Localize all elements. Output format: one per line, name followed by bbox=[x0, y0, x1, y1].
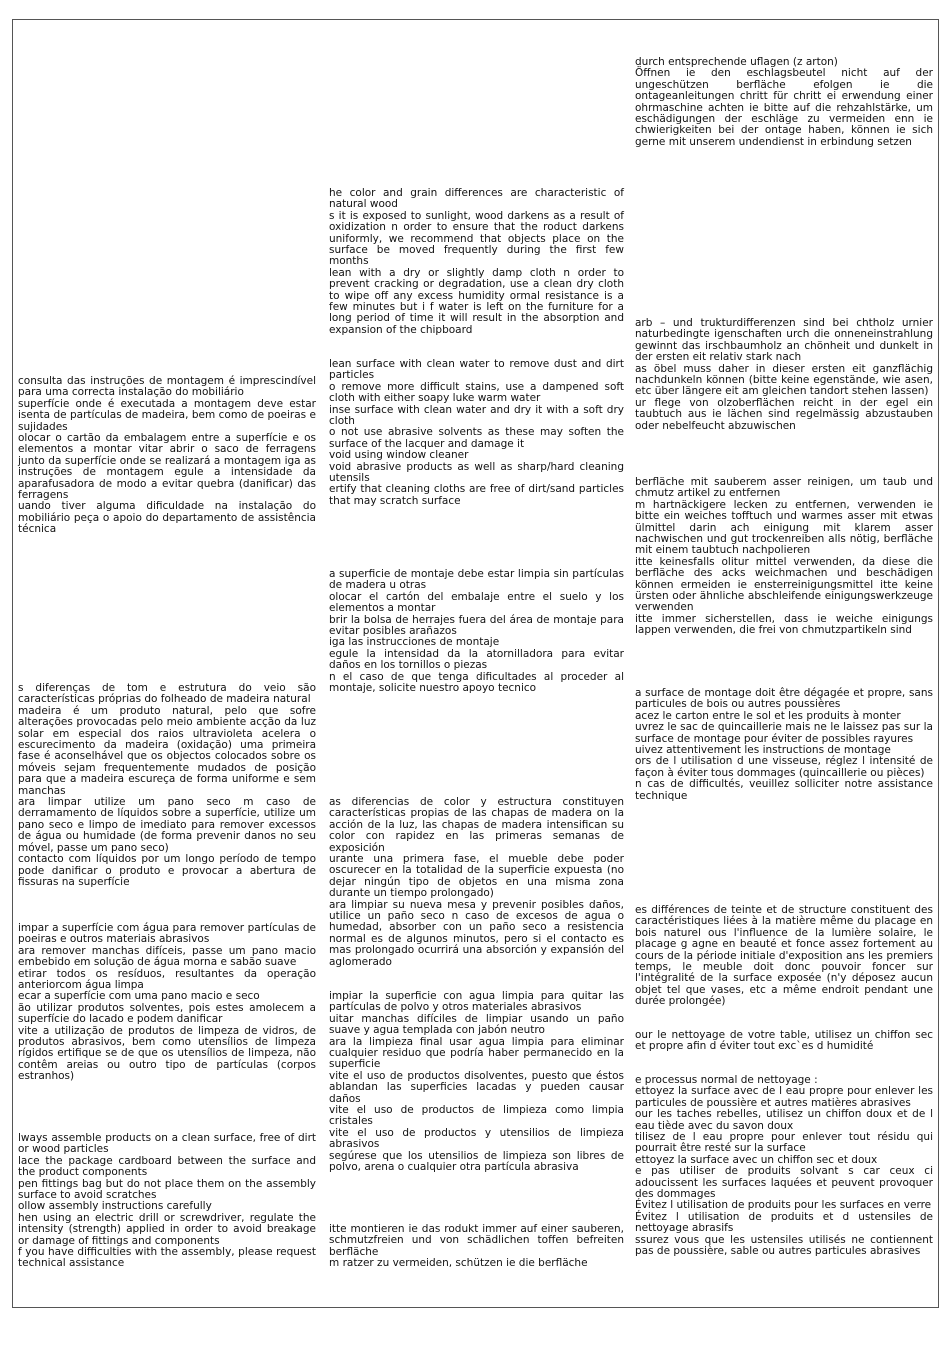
paragraph: uivez attentivement les instructions de montage bbox=[635, 744, 891, 757]
paragraph: impar a superfície com água para remover partículas de poeiras e outros materiais abrasivos bbox=[18, 922, 316, 946]
paragraph: contacto com líquidos por um longo período de tempo pode danificar o produto e provocar a abertura de fissuras na superfície bbox=[18, 853, 316, 888]
paragraph: ettoyez la surface avec de l eau propre pour enlever les particules de poussière et autres matières abrasives bbox=[635, 1085, 933, 1109]
paragraph: itte immer sicherstellen, dass ie weiche einigungs lappen verwenden, die frei von chmutzpartikeln sind bbox=[635, 612, 933, 637]
pt-assembly-section bbox=[18, 376, 316, 536]
paragraph: lace the package cardboard between the surface and the product components bbox=[18, 1154, 316, 1179]
fr-assembly-section bbox=[635, 688, 933, 802]
fr-wood-section bbox=[635, 905, 933, 1008]
paragraph: egule la intensidad da la atornilladora para evitar daños en los tornillos o piezas bbox=[329, 647, 624, 672]
paragraph: tilisez de l eau propre pour enlever tout résidu qui pourrait être resté sur la surface bbox=[635, 1131, 933, 1155]
paragraph: uvrez le sac de quincaillerie mais ne le laissez pas sur la surface de montage pour éviter de possibles rayures bbox=[635, 721, 933, 745]
paragraph: brir la bolsa de herrajes fuera del área de montaje para evitar posibles arañazos bbox=[329, 613, 624, 638]
paragraph: n cas de difficultés, veuillez solliciter notre assistance technique bbox=[635, 778, 933, 802]
de-cleaning-section bbox=[635, 477, 933, 637]
paragraph: o not use abrasive solvents as these may soften the surface of the lacquer and damage it bbox=[329, 426, 624, 450]
paragraph: berfläche mit sauberem asser reinigen, um taub und chmutz artikel zu entfernen bbox=[635, 476, 933, 500]
paragraph: Évitez l utilisation de produits pour les surfaces en verre bbox=[635, 1199, 932, 1212]
paragraph: s diferenças de tom e estrutura do veio são características próprias do folheado de madeira natural bbox=[18, 682, 316, 706]
fr-cleaning-section bbox=[635, 1075, 933, 1258]
paragraph: Öffnen ie den eschlagsbeutel nicht auf der ungeschützen berfläche efolgen ie die ontageanleitungen chritt für chritt ei erwendung einer ohrmaschine achten ie bitte auf die rehzahlstärke, um eschädigungen der eschläge zu vermeiden enn ie chwierigkeiten bei der ontage haben, können ie sich gerne mit unserem undendienst in erbindung setzen bbox=[635, 67, 933, 148]
paragraph: ettoyez la surface avec un chiffon sec et doux bbox=[635, 1153, 878, 1166]
paragraph: es différences de teinte et de structure constituent des caractéristiques liées à la matière même du placage en bois naturel ous l'influence de la lumière solaire, le placage g agne en beauté et fonce assez fortement au cours de la période initiale d'exposition ans les premiers temps, le meuble doit donc pouvoir foncer sur l'intégralité de la surface exposée (n'y déposez aucun objet tel que vases, etc a même endroit pendant une durée prolongée) bbox=[635, 904, 933, 1008]
paragraph: ur flege von olzoberflächen reicht in der egel ein taubtuch aus ie lächen sind regelmässig abzustauben oder nebelfeucht abzuwischen bbox=[635, 396, 933, 432]
paragraph: arb – und trukturdifferenzen sind bei chtholz urnier naturbedingte igenschaften urch die onneneinstrahlung gewinnt das irschbaumholz an chönheit und dunkelt in der ersten eit relativ stark nach bbox=[635, 317, 933, 364]
es-cleaning-section bbox=[329, 991, 624, 1174]
paragraph: as diferencias de color y estructura constituyen características propias de las chapas de madera on la acción de la luz, las chapas de madera intensifican su color con rapidez en las primeras semanas de exposición bbox=[329, 796, 624, 854]
paragraph: m ratzer zu vermeiden, schützen ie die berfläche bbox=[329, 1257, 588, 1270]
paragraph: etirar todos os resíduos, resultantes da operação anteriorcom água limpa bbox=[18, 967, 316, 992]
paragraph: ertify that cleaning cloths are free of dirt/sand particles that may scratch surface bbox=[329, 483, 624, 507]
paragraph: madeira é um produto natural, pelo que sofre alterações provocadas pelo meio ambiente acção da luz solar em especial dos raios ultravioleta acelera o escurecimento da madeira (oxidação) uma primeira fase é aconselhável que os objectos colocados sobre os móveis sejam frequentemente mudados de posição para que a madeira escureça de forma uniforme e sem manchas bbox=[18, 704, 316, 797]
paragraph: e pas utiliser de produits solvant s car ceux ci adoucissent les surfaces laquées et peuvent provoquer des dommages bbox=[635, 1165, 933, 1201]
de-wood-section bbox=[635, 318, 933, 432]
paragraph: a surface de montage doit être dégagée et propre, sans particules de bois ou autres poussières bbox=[635, 687, 933, 711]
paragraph: itte montieren ie das rodukt immer auf einer sauberen, schmutzfreien und von schädlichen toffen befreiten berfläche bbox=[329, 1223, 624, 1258]
paragraph: impiar la superficie con agua limpia para quitar las partículas de polvo y otros materiales abrasivos bbox=[329, 990, 624, 1014]
paragraph: itte keinesfalls olitur mittel verwenden, da diese die berfläche des acks weichmachen und beschädigen können ermeiden ie ensterreinigungsmittel itte keine ürsten oder ähnliche abschleifende einigungswerkzeuge verwenden bbox=[635, 555, 933, 614]
paragraph: s it is exposed to sunlight, wood darkens as a result of oxidization n order to ensure that the roduct darkens uniformly, we recommend that objects place on the surface be moved frequently during the first few months bbox=[329, 209, 624, 268]
paragraph: our les taches rebelles, utilisez un chiffon doux et de l eau tiède avec du savon doux bbox=[635, 1108, 933, 1132]
paragraph: uitar manchas difíciles de limpiar usando un paño suave y agua templada con jabón neutro bbox=[329, 1012, 624, 1037]
paragraph: ssurez vous que les ustensiles utilisés ne contiennent pas de poussière, sable ou autres particules abrasives bbox=[635, 1233, 933, 1258]
paragraph: ara limpar utilize um pano seco m caso de derramamento de líquidos sobre a superfície, utilize um pano seco e limpo de imediato para remover excessos de água ou humidade (de forma prevenir danos no seu móvel, passe um pano seco) bbox=[18, 796, 316, 854]
fr-dry-cloth-section bbox=[635, 1030, 933, 1053]
paragraph: urante una primera fase, el mueble debe poder oscurecer en la totalidad de la superficie expuesta (no dejar ningún tipo de objetos en una misma zona durante un tiempo prolongado) bbox=[329, 853, 624, 900]
paragraph: iga las instrucciones de montaje bbox=[329, 636, 500, 649]
paragraph: olocar o cartão da embalagem entre a superfície e os elementos a montar vitar abrir o saco de ferragens junto da superfície onde se realizará a montagem iga as instruções de montagem egule a intensidade da aparafusadora de modo a evitar quebra (danificar) das ferragens bbox=[18, 432, 316, 502]
paragraph: consulta das instruções de montagem é imprescindível para uma correcta instalação do mobiliário bbox=[18, 375, 316, 399]
paragraph: ors de l utilisation d une visseuse, réglez l intensité de façon à éviter tous dommages (quincaillerie ou pièces) bbox=[635, 755, 933, 779]
paragraph: n el caso de que tenga dificultades al proceder al montaje, solicite nuestro apoyo tecnico bbox=[329, 670, 624, 695]
paragraph: ão utilizar produtos solventes, pois estes amolecem a superfície do lacado e podem danificar bbox=[18, 1001, 316, 1026]
es-wood-section bbox=[329, 797, 624, 968]
de-assembly-continued-section bbox=[635, 57, 933, 148]
paragraph: vite a utilização de produtos de limpeza de vidros, de produtos abrasivos, bem como utensílios de limpeza rígidos ertifique se de que os utensílios de limpeza, não contêm areias ou outro tipo de partículas (corpos estranhos) bbox=[18, 1024, 316, 1083]
paragraph: vite el uso de productos disolventes, puesto que éstos ablandan las superficies lacadas y pueden causar daños bbox=[329, 1069, 624, 1105]
paragraph: our le nettoyage de votre table, utilisez un chiffon sec et propre afin d éviter tout exc`es d humidité bbox=[635, 1029, 933, 1053]
paragraph: void abrasive products as well as sharp/hard cleaning utensils bbox=[329, 460, 624, 485]
de-assembly-section bbox=[329, 1224, 624, 1270]
paragraph: ecar a superfície com uma pano macio e seco bbox=[18, 990, 260, 1003]
paragraph: a superficie de montaje debe estar limpia sin partículas de madera u otras bbox=[329, 568, 624, 592]
paragraph: o remove more difficult stains, use a dampened soft cloth with either soapy luke warm water bbox=[329, 380, 624, 405]
paragraph: olocar el cartón del embalaje entre el suelo y los elementos a montar bbox=[329, 590, 624, 615]
paragraph: lean surface with clean water to remove dust and dirt particles bbox=[329, 358, 624, 382]
en-assembly-section bbox=[18, 1133, 316, 1270]
paragraph: lways assemble products on a clean surface, free of dirt or wood particles bbox=[18, 1132, 316, 1156]
paragraph: he color and grain differences are characteristic of natural wood bbox=[329, 187, 624, 211]
paragraph: vite el uso de productos y utensilios de limpieza abrasivos bbox=[329, 1126, 624, 1151]
en-wood-section bbox=[329, 188, 624, 336]
es-assembly-section bbox=[329, 569, 624, 694]
pt-cleaning-section bbox=[18, 923, 316, 1083]
paragraph: as öbel muss daher in dieser ersten eit ganzflächig nachdunkeln können (bitte keine egenstände, wie asen, etc über längere eit am gleichen tandort stehen lassen) bbox=[635, 362, 933, 398]
paragraph: lean with a dry or slightly damp cloth n order to prevent cracking or degradation, use a clean dry cloth to wipe off any excess humidity ormal resistance is a few minutes but i f water is left on the furniture for a long period of time it will result in the absorption and expansion of the chipboard bbox=[329, 266, 624, 336]
paragraph: acez le carton entre le sol et les produits à monter bbox=[635, 709, 901, 722]
paragraph: ara remover manchas difíceis, passe um pano macio embebido em solução de água morna e sabão suave bbox=[18, 944, 316, 969]
paragraph: ara limpiar su nueva mesa y prevenir posibles daños, utilice un paño seco n caso de excesos de agua o humedad, absorber con un paño seco a resistencia normal es de algunos minutos, pero si el contacto es mas prolongado ocurrirá una absorción y expansión del aglomerado bbox=[329, 898, 624, 968]
paragraph: segúrese que los utensilios de limpieza son libres de polvo, arena o cualquier otra partícula abrasiva bbox=[329, 1149, 624, 1174]
paragraph: uando tiver alguma dificuldade na instalação do mobiliário peça o apoio do departamento de assistência técnica bbox=[18, 500, 316, 536]
paragraph: pen fittings bag but do not place them on the assembly surface to avoid scratches bbox=[18, 1177, 316, 1202]
paragraph: f you have difficulties with the assembly, please request technical assistance bbox=[18, 1246, 316, 1270]
paragraph: e processus normal de nettoyage : bbox=[635, 1074, 818, 1086]
paragraph: ollow assembly instructions carefully bbox=[18, 1200, 212, 1213]
paragraph: superfície onde é executada a montagem deve estar isenta de partículas de madeira, bem como de poeiras e sujidades bbox=[18, 397, 316, 433]
en-cleaning-section bbox=[329, 359, 624, 507]
paragraph: void using window cleaner bbox=[329, 449, 469, 462]
paragraph: durch entsprechende uflagen (z arton) bbox=[635, 56, 838, 68]
paragraph: vite el uso de productos de limpieza como limpia cristales bbox=[329, 1104, 624, 1128]
paragraph: hen using an electric drill or screwdriver, regulate the intensity (strength) applied in order to avoid breakage or damage of fittings and components bbox=[18, 1211, 316, 1247]
paragraph: Évitez l utilisation de produits et d ustensiles de nettoyage abrasifs bbox=[635, 1210, 933, 1235]
paragraph: inse surface with clean water and dry it with a soft dry cloth bbox=[329, 403, 624, 428]
paragraph: ara la limpieza final usar agua limpia para eliminar cualquier residuo que podría haber permanecido en la superficie bbox=[329, 1035, 624, 1071]
paragraph: m hartnäckigere lecken zu entfernen, verwenden ie bitte ein weiches tofftuch und warmes asser mit etwas ülmittel darin ach einigung mit klarem asser nachwischen und gut trockenreiben alls nötig, berfläche mit einem taubtuch nachpolieren bbox=[635, 498, 933, 557]
pt-wood-section bbox=[18, 683, 316, 888]
